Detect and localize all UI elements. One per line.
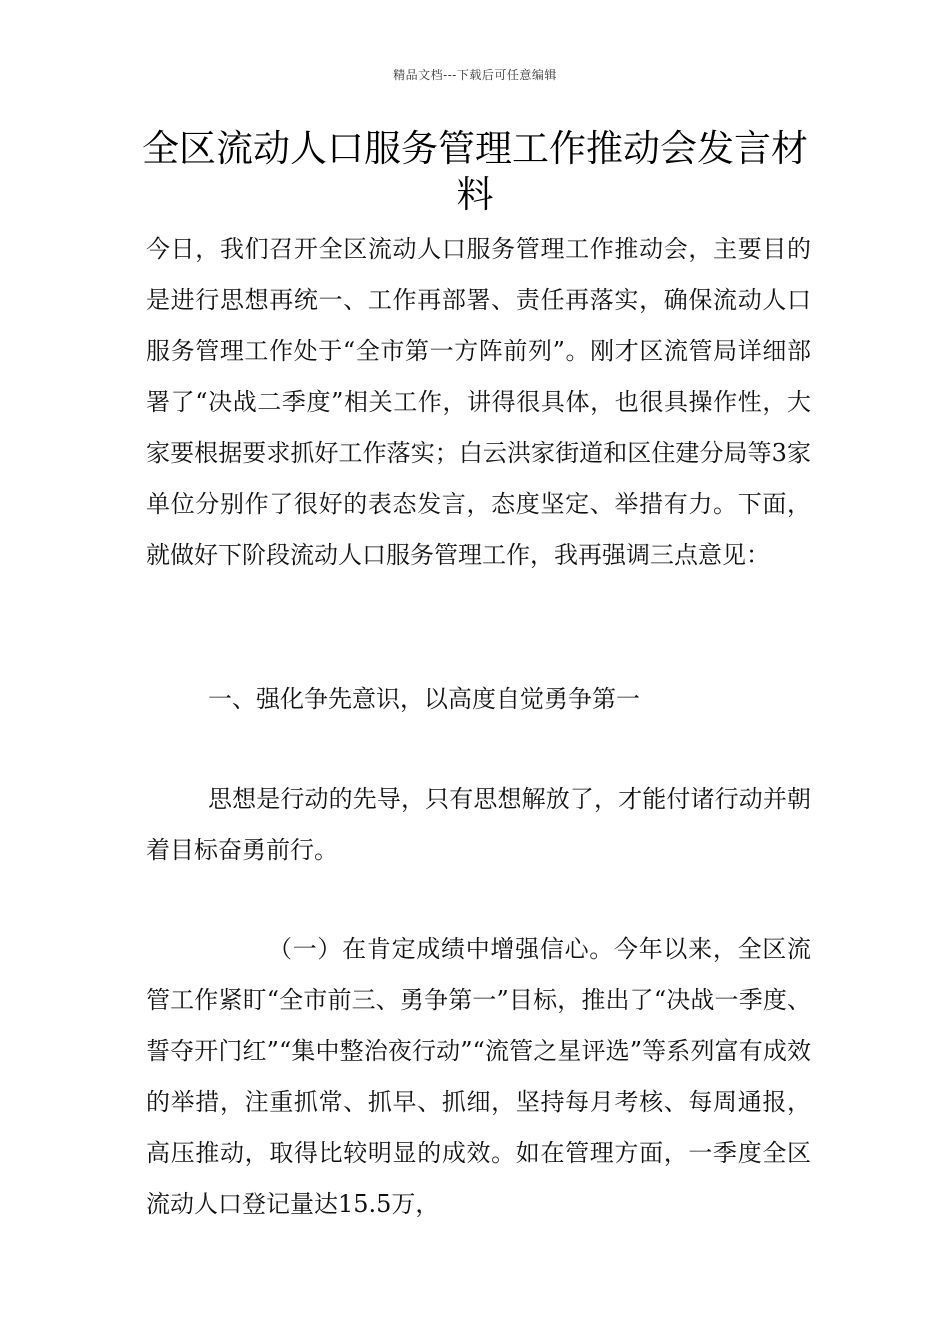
thought-paragraph: 思想是行动的先导，只有思想解放了，才能付诸行动并朝着目标奋勇前行。	[146, 785, 811, 864]
intro-paragraph: 今日，我们召开全区流动人口服务管理工作推动会，主要目的是进行思想再统一、工作再部署、责任再落实，确保流动人口服务管理工作处于“全市第一方阵前列”。刚才区流管局详细部署了“决战二季度”相关工作，讲得很具体，也很具操作性，大家要根据要求抓好工作落实；白云洪家街道和区住建分局等3家单位分别作了很好的表态发言，态度坚定、举措有力。下面，就做好下阶段流动人口服务管理工作，我再强调三点意见：	[146, 235, 811, 569]
section-heading-1: 一、强化争先意识，以高度自觉勇争第一	[208, 685, 640, 713]
document-title: 全区流动人口服务管理工作推动会发言材料	[142, 127, 808, 216]
subsection-1-paragraph: （一）在肯定成绩中增强信心。今年以来，全区流管工作紧盯“全市前三、勇争第一”目标，推出了“决战一季度、誓夺开门红”“集中整治夜行动”“流管之星评选”等系列富有成效的举措，注重抓常、抓早、抓细，坚持每月考核、每周通报，高压推动，取得比较明显的成效。如在管理方面，一季度全区流动人口登记量达15.5万，	[146, 935, 811, 1218]
header-note: 精品文档---下载后可任意编辑	[393, 68, 557, 82]
